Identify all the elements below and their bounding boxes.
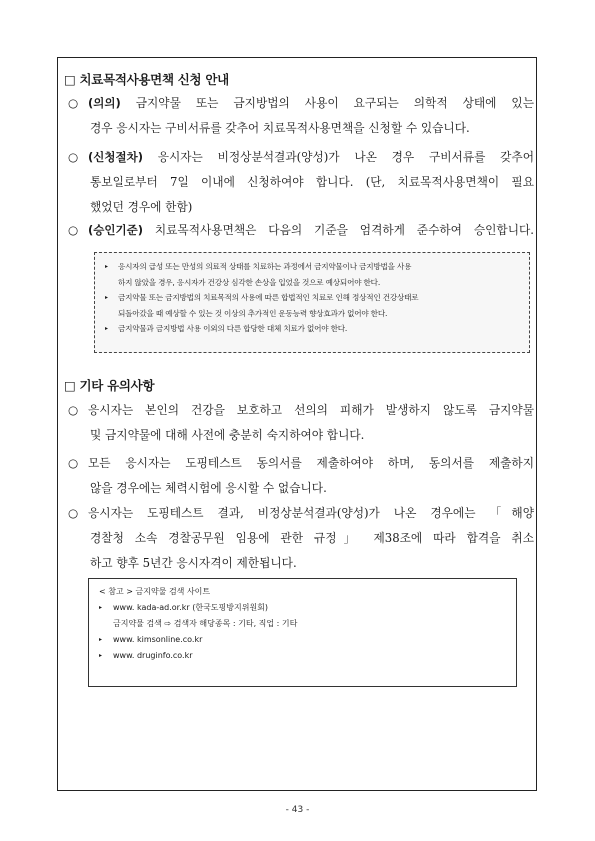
reference-site-kims [99, 632, 506, 648]
bullet-note-3 [68, 501, 534, 576]
triangle-bullet-icon: ▸ [99, 652, 103, 659]
bullet-line: 경찰청 소속 경찰공무원 임용에 관한 규정」 제38조에 따라 합격을 취소 [90, 531, 534, 545]
bullet-definition [68, 91, 534, 141]
circle-bullet-icon: ○ [68, 96, 79, 110]
reference-box [88, 578, 517, 687]
bullet-line: (신청절차) 응시자는 비정상분석결과(양성)가 나온 경우 구비서류를 갖추어 [88, 150, 534, 164]
bullet-line: 하고 향후 5년간 응시자격이 제한됩니다. [90, 556, 297, 570]
page-number: - 43 - [285, 805, 310, 815]
site-search-path: 금지약물 검색 ⇨ 검색자 해당종목 : 기타, 직업 : 기타 [113, 619, 298, 628]
bullet-line: 응시자는 본인의 건강을 보호하고 선의의 피해가 발생하지 않도록 금지약물 [88, 403, 534, 417]
circle-bullet-icon: ○ [68, 456, 79, 470]
bullet-line: 경우 응시자는 구비서류를 갖추어 치료목적사용면책을 신청할 수 있습니다. [90, 121, 470, 135]
bullet-label: (신청절차) [88, 150, 143, 164]
section-title: 기타 유의사항 [79, 378, 155, 393]
criteria-item: ▸ 금지약물과 금지방법 사용 이외의 다른 합당한 대체 치료가 없어야 한다. [105, 321, 521, 337]
criteria-item: ▸ 응시자의 급성 또는 만성의 의료적 상태를 치료하는 과정에서 금지약물이나 금지방법을 사용 하지 않았을 경우, 응시자가 건강상 심각한 손상을 입었을 것으로 예상되어야 한다. [105, 259, 521, 290]
bullet-line: 했었던 경우에 한함) [90, 200, 193, 214]
circle-bullet-icon: ○ [68, 506, 79, 520]
site-url: www. kimsonline.co.kr [113, 635, 203, 644]
bullet-line: 않을 경우에는 체력시험에 응시할 수 없습니다. [90, 481, 327, 495]
bullet-label: (승인기준) [88, 223, 143, 237]
reference-site-druginfo [99, 648, 506, 664]
bullet-note-2 [68, 451, 534, 501]
section-title: 치료목적사용면책 신청 안내 [79, 72, 229, 87]
reference-title: < 참고 > 금지약물 검색 사이트 [99, 587, 211, 596]
bullet-line: 통보일로부터 7일 이내에 신청하여야 합니다. (단, 치료목적사용면책이 필요 [90, 175, 534, 189]
triangle-bullet-icon: ▸ [105, 325, 108, 332]
criteria-item: ▸ 금지약물 또는 금지방법의 치료목적의 사용에 따른 합법적인 치료로 인해 정상적인 건강상태로 되돌아갔을 때 예상할 수 있는 것 이상의 추가적인 운동능력 향상효과가 없어야 한다. [105, 290, 521, 321]
reference-site-kada [99, 600, 506, 616]
bullet-label: (의의) [88, 96, 121, 110]
checkbox-square-icon: □ [64, 72, 76, 87]
circle-bullet-icon: ○ [68, 223, 79, 237]
bullet-approval-criteria [68, 218, 534, 243]
bullet-line: 모든 응시자는 도핑테스트 동의서를 제출하여야 하며, 동의서를 제출하지 [88, 456, 534, 470]
triangle-bullet-icon: ▸ [105, 263, 108, 270]
triangle-bullet-icon: ▸ [99, 636, 103, 643]
site-url: www. druginfo.co.kr [113, 651, 193, 660]
bullet-line: (의의) 금지약물 또는 금지방법의 사용이 요구되는 의학적 상태에 있는 [88, 96, 534, 110]
bullet-line: (승인기준) 치료목적사용면책은 다음의 기준을 엄격하게 준수하여 승인합니다. [88, 223, 534, 237]
bullet-line: 응시자는 도핑테스트 결과, 비정상분석결과(양성)가 나온 경우에는 「해양 [88, 506, 534, 520]
circle-bullet-icon: ○ [68, 403, 79, 417]
checkbox-square-icon: □ [64, 378, 76, 393]
bullet-note-1 [68, 398, 534, 448]
bullet-line: 및 금지약물에 대해 사전에 충분히 숙지하여야 합니다. [90, 428, 365, 442]
circle-bullet-icon: ○ [68, 150, 79, 164]
criteria-box [94, 252, 530, 353]
section-heading-other-notes [64, 376, 154, 394]
triangle-bullet-icon: ▸ [105, 294, 108, 301]
section-heading-tue [64, 70, 229, 88]
triangle-bullet-icon: ▸ [99, 604, 103, 611]
site-url: www. kada-ad.or.kr (한국도핑방지위원회) [113, 603, 269, 612]
bullet-procedure [68, 145, 534, 220]
